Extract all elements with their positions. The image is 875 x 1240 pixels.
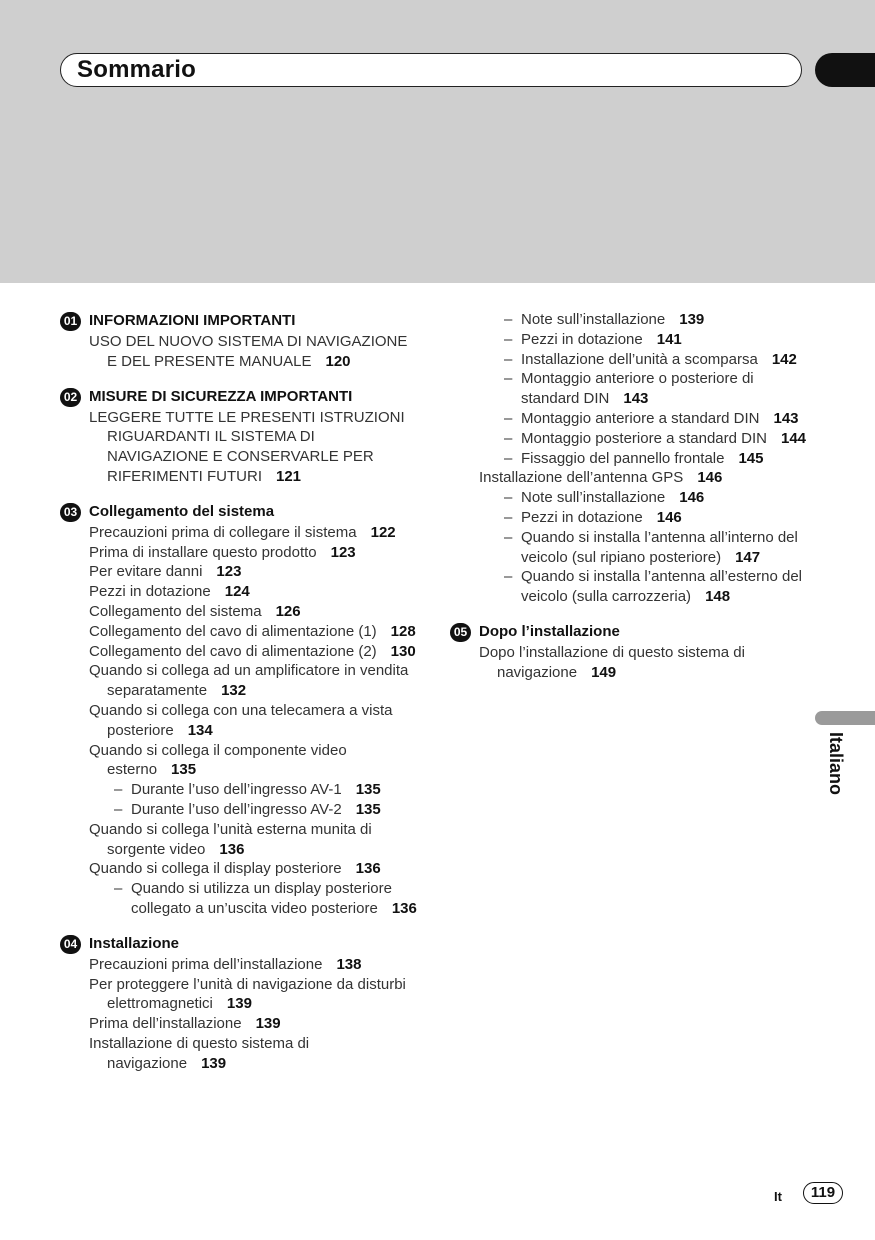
toc-entry[interactable] — [479, 429, 810, 449]
section-title: Collegamento del sistema — [89, 502, 275, 520]
toc-entry[interactable] — [479, 330, 810, 350]
toc-section-01 — [60, 310, 420, 372]
toc-entry[interactable] — [89, 408, 420, 487]
toc-entry-text: USO DEL NUOVO SISTEMA DI NAVIGAZIONE E DEL PRESENTE MANUALE — [89, 333, 408, 370]
section-title: MISURE DI SICUREZZA IMPORTANTI — [89, 387, 353, 405]
toc-page-number: 134 — [187, 721, 213, 739]
toc-page-number: 141 — [656, 330, 682, 348]
toc-page-number: 146 — [679, 489, 705, 507]
toc-column-left — [60, 310, 420, 1088]
toc-entry[interactable] — [89, 859, 420, 879]
toc-page-number: 139 — [679, 311, 705, 328]
toc-entry[interactable] — [89, 741, 420, 781]
section-number-badge: 01 — [60, 312, 81, 331]
toc-entry-text: Quando si utilizza un display posteriore collegato a un’uscita video posteriore — [131, 880, 392, 917]
page-number: 119 — [803, 1182, 843, 1204]
toc-entry[interactable] — [479, 409, 810, 429]
toc-page-number: 135 — [355, 781, 381, 799]
toc-entry[interactable] — [479, 468, 810, 488]
toc-page-number: 139 — [226, 995, 252, 1013]
toc-entry-text: Quando si collega con una telecamera a vista posteriore — [89, 701, 393, 739]
toc-page-number: 121 — [276, 467, 302, 485]
toc-page-number: 138 — [336, 955, 362, 973]
toc-page-number: 139 — [255, 1015, 281, 1033]
dash-bullet: – — [504, 528, 513, 546]
toc-entry-text: Quando si collega il componente video esterno — [89, 741, 347, 779]
toc-entry-text: Precauzioni prima di collegare il sistema — [89, 523, 357, 541]
dash-bullet: – — [504, 350, 513, 368]
title-banner-cap — [815, 53, 875, 87]
toc-page-number: 145 — [738, 449, 764, 467]
toc-entry[interactable] — [479, 643, 810, 683]
toc-entry-text: Montaggio anteriore o posteriore di standard DIN — [521, 370, 754, 408]
toc-entry-text: Per evitare danni — [89, 563, 203, 581]
section-number-badge: 03 — [60, 503, 81, 522]
toc-page-number: 144 — [780, 429, 807, 447]
toc-entry[interactable] — [479, 310, 810, 330]
toc-entry-text: Quando si installa l’antenna all’interno del veicolo (sul ripiano posteriore) — [521, 528, 798, 566]
toc-entry-text: LEGGERE TUTTE LE PRESENTI ISTRUZIONI RIGUARDANTI IL SISTEMA DI NAVIGAZIONE E CONSERVARLE PER RIFERIMENTI FUTURI — [89, 408, 405, 485]
toc-entry[interactable] — [89, 701, 420, 741]
toc-entry-text: Per proteggere l’unità di navigazione da disturbi elettromagnetici — [89, 975, 406, 1013]
dash-bullet: – — [114, 781, 123, 799]
toc-entry-text: Quando si collega il display posteriore — [89, 860, 342, 878]
toc-entry[interactable] — [89, 332, 420, 372]
toc-entry[interactable] — [89, 543, 420, 563]
toc-entry-text: Dopo l’installazione di questo sistema di navigazione — [479, 643, 745, 681]
toc-entry[interactable] — [89, 602, 420, 622]
toc-entry[interactable] — [89, 780, 420, 800]
toc-entry[interactable] — [479, 488, 810, 508]
toc-page-number: 136 — [391, 899, 417, 917]
toc-page-number: 130 — [390, 642, 416, 660]
toc-entry[interactable] — [89, 1034, 420, 1074]
toc-entry-text: Collegamento del sistema — [89, 602, 262, 620]
toc-page-number: 122 — [370, 523, 396, 541]
toc-entry-text: Note sull’installazione — [521, 311, 666, 328]
toc-entry[interactable] — [479, 528, 810, 568]
toc-entry[interactable] — [479, 508, 810, 528]
toc-entry[interactable] — [89, 820, 420, 860]
toc-entry-text: Montaggio posteriore a standard DIN — [521, 429, 767, 447]
toc-entry[interactable] — [479, 567, 810, 607]
toc-entry[interactable] — [89, 955, 420, 975]
toc-page-number: 149 — [591, 663, 617, 681]
dash-bullet: – — [504, 370, 513, 388]
toc-page-number: 147 — [735, 548, 761, 566]
section-number-badge: 04 — [60, 935, 81, 954]
dash-bullet: – — [504, 508, 513, 526]
language-tab — [812, 732, 862, 800]
toc-entry[interactable] — [89, 879, 420, 919]
toc-entry-text: Collegamento del cavo di alimentazione (2) — [89, 642, 377, 660]
toc-entry-text: Pezzi in dotazione — [89, 583, 211, 601]
toc-entry-text: Prima di installare questo prodotto — [89, 543, 317, 561]
toc-page-number: 139 — [201, 1054, 227, 1072]
toc-column-right — [450, 310, 810, 697]
toc-entry-text: Fissaggio del pannello frontale — [521, 449, 725, 467]
toc-page-number: 128 — [390, 622, 416, 640]
toc-section-05 — [450, 621, 810, 683]
toc-entry[interactable] — [89, 622, 420, 642]
toc-entry-text: Collegamento del cavo di alimentazione (1) — [89, 622, 377, 640]
toc-entry[interactable] — [89, 642, 420, 662]
dash-bullet: – — [504, 409, 513, 427]
dash-bullet: – — [114, 880, 123, 898]
toc-entry-text: Quando si collega l’unità esterna munita di sorgente video — [89, 820, 372, 858]
toc-page-number: 124 — [224, 583, 250, 601]
language-tab-bar — [815, 711, 875, 725]
dash-bullet: – — [504, 449, 513, 467]
header-band — [0, 0, 875, 283]
footer-language-code: It — [774, 1189, 782, 1204]
toc-section-04 — [60, 933, 420, 1074]
section-title: Dopo l’installazione — [479, 622, 620, 640]
toc-entry-text: Precauzioni prima dell’installazione — [89, 955, 323, 973]
toc-page-number: 142 — [771, 350, 797, 368]
toc-page-number: 132 — [221, 682, 247, 700]
toc-page-number: 135 — [355, 800, 381, 818]
toc-entry[interactable] — [479, 369, 810, 409]
toc-section-03 — [60, 501, 420, 919]
toc-entry-text: Pezzi in dotazione — [521, 330, 643, 348]
toc-entry[interactable] — [479, 449, 810, 469]
toc-page-number: 136 — [355, 860, 381, 878]
toc-entry-text: Montaggio anteriore a standard DIN — [521, 409, 760, 427]
dash-bullet: – — [504, 330, 513, 348]
toc-page-number: 123 — [216, 563, 242, 581]
section-number-badge: 05 — [450, 623, 471, 642]
toc-entry-text: Durante l’uso dell’ingresso AV-2 — [131, 800, 342, 818]
toc-section-02 — [60, 386, 420, 487]
toc-page-number: 126 — [275, 602, 301, 620]
section-number-badge: 02 — [60, 388, 81, 407]
toc-entry-text: Quando si collega ad un amplificatore in vendita separatamente — [89, 662, 409, 700]
toc-page-number: 146 — [697, 469, 723, 487]
page-title: Sommario — [77, 56, 196, 83]
toc-entry[interactable] — [89, 1014, 420, 1034]
toc-entry[interactable] — [479, 350, 810, 370]
toc-entry[interactable] — [89, 582, 420, 602]
toc-entry-text: Installazione dell’unità a scomparsa — [521, 350, 758, 368]
dash-bullet: – — [504, 311, 513, 328]
toc-page-number: 120 — [325, 352, 351, 370]
toc-entry-text: Durante l’uso dell’ingresso AV-1 — [131, 781, 342, 799]
section-title: INFORMAZIONI IMPORTANTI — [89, 312, 296, 329]
toc-entry[interactable] — [89, 562, 420, 582]
dash-bullet: – — [504, 568, 513, 586]
toc-page-number: 143 — [773, 409, 799, 427]
toc-page-number: 146 — [656, 508, 682, 526]
toc-entry-text: Quando si installa l’antenna all’esterno del veicolo (sulla carrozzeria) — [521, 568, 803, 606]
title-banner — [60, 53, 802, 87]
toc-entry[interactable] — [89, 975, 420, 1015]
toc-page-number: 135 — [171, 761, 197, 779]
toc-page-number: 136 — [219, 840, 245, 858]
dash-bullet: – — [504, 429, 513, 447]
section-title: Installazione — [89, 934, 180, 952]
toc-entry-text: Installazione dell’antenna GPS — [479, 469, 684, 487]
toc-entry[interactable] — [89, 800, 420, 820]
language-label: Italiano — [826, 732, 846, 796]
toc-entry-text: Installazione di questo sistema di navigazione — [89, 1034, 310, 1072]
toc-entry[interactable] — [89, 523, 420, 543]
toc-page-number: 123 — [330, 543, 356, 561]
dash-bullet: – — [114, 800, 123, 818]
toc-entry[interactable] — [89, 661, 420, 701]
dash-bullet: – — [504, 489, 513, 507]
toc-entry-text: Prima dell’installazione — [89, 1015, 242, 1033]
toc-page-number: 143 — [623, 390, 649, 408]
toc-page-number: 148 — [705, 588, 731, 606]
toc-entry-text: Pezzi in dotazione — [521, 508, 643, 526]
toc-entry-text: Note sull’installazione — [521, 489, 666, 507]
